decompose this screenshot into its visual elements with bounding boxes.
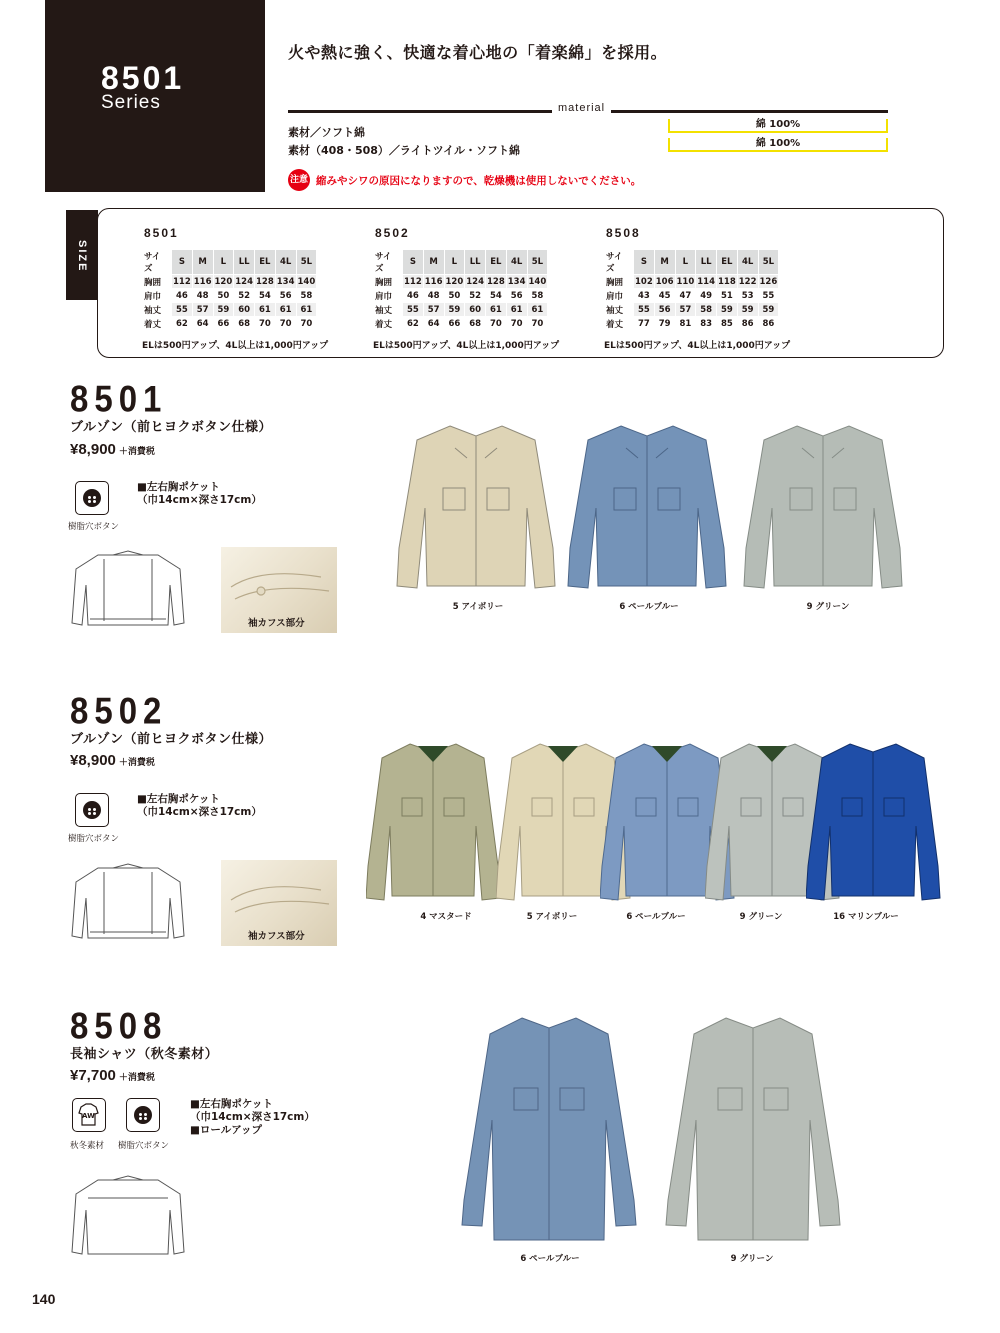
size-cell: 70 bbox=[258, 318, 271, 329]
size-cell: 70 bbox=[489, 318, 502, 329]
size-cell: 140 bbox=[528, 276, 547, 287]
size-header-cell: 5L bbox=[528, 250, 548, 274]
size-cell: 57 bbox=[193, 303, 213, 316]
size-row-label: 肩巾 bbox=[144, 291, 162, 302]
size-group-8501 bbox=[142, 226, 328, 351]
size-cell: 62 bbox=[175, 318, 188, 329]
size-model: 8508 bbox=[606, 226, 641, 240]
size-cell: 52 bbox=[238, 290, 251, 301]
size-cell: 114 bbox=[697, 276, 715, 287]
product-price-8508 bbox=[70, 1067, 155, 1084]
size-header-cell: LL bbox=[234, 250, 254, 274]
color-label: 6 ペールブルー bbox=[520, 1254, 580, 1264]
aw-text: AW bbox=[82, 1112, 95, 1120]
size-note: ELは500円アップ、4L以上は1,000円アップ bbox=[373, 341, 560, 351]
size-cell: 45 bbox=[658, 290, 671, 301]
size-cell: 56 bbox=[655, 303, 675, 316]
caution-badge: 注意 bbox=[288, 169, 310, 191]
size-row-label: 袖丈 bbox=[375, 305, 393, 316]
size-cell: 116 bbox=[193, 276, 212, 287]
size-cell: 58 bbox=[696, 303, 716, 316]
size-cell: 46 bbox=[406, 290, 419, 301]
size-cell: 55 bbox=[172, 303, 192, 316]
size-cell: 55 bbox=[403, 303, 423, 316]
autumn-winter-icon bbox=[72, 1098, 106, 1132]
size-cell: 56 bbox=[279, 290, 292, 301]
size-cell: 61 bbox=[297, 303, 317, 316]
size-row-label: 袖丈 bbox=[606, 305, 624, 316]
size-cell: 86 bbox=[762, 318, 775, 329]
size-cell: 106 bbox=[655, 276, 674, 287]
feature-line: ■ロールアップ bbox=[190, 1124, 262, 1136]
jacket-green-8501 bbox=[742, 418, 904, 593]
feature-line: （巾14cm×深さ17cm） bbox=[137, 806, 262, 818]
size-cell: 110 bbox=[676, 276, 695, 287]
size-cell: 85 bbox=[720, 318, 733, 329]
size-header-cell: サイズ bbox=[606, 252, 623, 274]
material-value-2: 綿 100% bbox=[668, 138, 888, 152]
size-cell: 59 bbox=[214, 303, 234, 316]
jacket-paleblue-8501 bbox=[566, 418, 728, 593]
size-cell: 124 bbox=[466, 276, 484, 287]
size-cell: 68 bbox=[469, 318, 482, 329]
color-label: 5 アイボリー bbox=[452, 602, 504, 612]
product-price-8502 bbox=[70, 752, 155, 769]
size-header-cell: L bbox=[445, 250, 465, 274]
size-cell: 60 bbox=[465, 303, 485, 316]
size-header-cell: L bbox=[676, 250, 696, 274]
size-cell: 48 bbox=[196, 290, 209, 301]
size-cell: 55 bbox=[634, 303, 654, 316]
size-header-cell: 4L bbox=[738, 250, 758, 274]
material-row-1: 素材／ソフト綿 bbox=[288, 126, 365, 139]
size-group-8502 bbox=[373, 226, 559, 351]
size-cell: 62 bbox=[406, 318, 419, 329]
size-cell: 59 bbox=[445, 303, 465, 316]
feature-line: （巾14cm×深さ17cm） bbox=[137, 494, 262, 506]
series-word: Series bbox=[101, 92, 161, 113]
size-model: 8502 bbox=[375, 226, 410, 240]
size-cell: 43 bbox=[637, 290, 650, 301]
size-cell: 112 bbox=[404, 276, 422, 287]
price-tax: ＋消費税 bbox=[118, 1072, 155, 1082]
size-table bbox=[604, 249, 779, 331]
size-group-8508 bbox=[604, 226, 790, 351]
size-row-label: 胸囲 bbox=[144, 277, 162, 288]
product-name-8502: ブルゾン（前ヒヨクボタン仕様） bbox=[70, 732, 272, 747]
size-cell: 59 bbox=[717, 303, 737, 316]
size-cell: 102 bbox=[635, 276, 653, 287]
size-cell: 134 bbox=[276, 276, 295, 287]
color-label: 5 アイボリー bbox=[526, 912, 578, 922]
size-row-label: 袖丈 bbox=[144, 305, 162, 316]
size-cell: 120 bbox=[214, 276, 233, 287]
size-cell: 61 bbox=[276, 303, 296, 316]
price-value: ¥7,700 bbox=[70, 1067, 116, 1084]
size-cell: 46 bbox=[175, 290, 188, 301]
size-cell: 54 bbox=[258, 290, 271, 301]
resin-button-icon bbox=[126, 1098, 160, 1132]
color-label: 9 グリーン bbox=[730, 1254, 774, 1264]
size-cell: 60 bbox=[234, 303, 254, 316]
size-row-label: 胸囲 bbox=[375, 277, 393, 288]
size-cell: 51 bbox=[720, 290, 733, 301]
size-cell: 83 bbox=[700, 318, 713, 329]
size-cell: 61 bbox=[486, 303, 506, 316]
size-cell: 61 bbox=[507, 303, 527, 316]
size-header-cell: 4L bbox=[276, 250, 296, 274]
size-cell: 118 bbox=[718, 276, 736, 287]
size-row-label: 着丈 bbox=[375, 319, 393, 330]
cuff-caption-8501: 袖カフス部分 bbox=[248, 618, 305, 629]
series-block bbox=[45, 0, 265, 192]
size-cell: 47 bbox=[679, 290, 692, 301]
size-cell: 86 bbox=[741, 318, 754, 329]
price-tax: ＋消費税 bbox=[118, 446, 155, 456]
features-8502 bbox=[137, 793, 262, 819]
feature-line: ■左右胸ポケット bbox=[137, 481, 220, 493]
size-cell: 124 bbox=[235, 276, 253, 287]
caution-text: 縮みやシワの原因になりますので、乾燥機は使用しないでください。 bbox=[316, 175, 642, 187]
price-value: ¥8,900 bbox=[70, 752, 116, 769]
color-label: 6 ペールブルー bbox=[626, 912, 686, 922]
features-8501 bbox=[137, 481, 262, 507]
size-header-cell: M bbox=[424, 250, 444, 274]
product-name-8501: ブルゾン（前ヒヨクボタン仕様） bbox=[70, 420, 272, 435]
series-number: 8501 bbox=[101, 60, 185, 96]
size-cell: 56 bbox=[510, 290, 523, 301]
resin-button-caption: 樹脂穴ボタン bbox=[68, 834, 120, 844]
material-label: material bbox=[552, 102, 611, 114]
size-cell: 58 bbox=[300, 290, 313, 301]
size-header-cell: M bbox=[193, 250, 213, 274]
color-label: 6 ペールブルー bbox=[619, 602, 679, 612]
product-name-8508: 長袖シャツ（秋冬素材） bbox=[70, 1047, 219, 1062]
size-cell: 70 bbox=[300, 318, 313, 329]
size-header-cell: EL bbox=[486, 250, 506, 274]
size-cell: 112 bbox=[173, 276, 191, 287]
jacket-mustard-8502 bbox=[366, 736, 501, 906]
size-model: 8501 bbox=[144, 226, 179, 240]
size-row-label: 着丈 bbox=[606, 319, 624, 330]
size-cell: 55 bbox=[762, 290, 775, 301]
size-cell: 54 bbox=[489, 290, 502, 301]
jacket-ivory-8501 bbox=[395, 418, 557, 593]
color-label: 4 マスタード bbox=[420, 912, 472, 922]
back-sketch-8502 bbox=[68, 858, 188, 948]
size-cell: 57 bbox=[424, 303, 444, 316]
size-header-cell: L bbox=[214, 250, 234, 274]
size-cell: 50 bbox=[448, 290, 461, 301]
product-code-8508: 8508 bbox=[70, 1005, 168, 1047]
color-label: 16 マリンブルー bbox=[833, 912, 899, 922]
feature-line: （巾14cm×深さ17cm） bbox=[190, 1111, 315, 1123]
size-row-label: 肩巾 bbox=[375, 291, 393, 302]
size-tab bbox=[66, 210, 98, 300]
shirt-green-8508 bbox=[662, 1010, 844, 1245]
size-cell: 77 bbox=[637, 318, 650, 329]
color-label: 9 グリーン bbox=[806, 602, 850, 612]
product-code-8502: 8502 bbox=[70, 690, 168, 732]
size-cell: 48 bbox=[427, 290, 440, 301]
size-header-cell: LL bbox=[696, 250, 716, 274]
size-header-cell: S bbox=[403, 250, 423, 274]
size-cell: 64 bbox=[427, 318, 440, 329]
size-cell: 64 bbox=[196, 318, 209, 329]
size-cell: 61 bbox=[528, 303, 548, 316]
size-cell: 122 bbox=[738, 276, 757, 287]
size-header-cell: LL bbox=[465, 250, 485, 274]
size-cell: 66 bbox=[217, 318, 230, 329]
size-cell: 59 bbox=[759, 303, 779, 316]
size-note: ELは500円アップ、4L以上は1,000円アップ bbox=[142, 341, 329, 351]
size-cell: 128 bbox=[487, 276, 505, 287]
size-table bbox=[373, 249, 548, 331]
size-cell: 53 bbox=[741, 290, 754, 301]
resin-button-caption: 樹脂穴ボタン bbox=[68, 522, 120, 532]
size-cell: 50 bbox=[217, 290, 230, 301]
size-header-cell: S bbox=[172, 250, 192, 274]
resin-button-icon bbox=[75, 793, 109, 827]
size-cell: 70 bbox=[279, 318, 292, 329]
size-row-label: 肩巾 bbox=[606, 291, 624, 302]
size-cell: 134 bbox=[507, 276, 526, 287]
shirt-paleblue-8508 bbox=[458, 1010, 640, 1245]
features-8508 bbox=[190, 1098, 315, 1137]
price-value: ¥8,900 bbox=[70, 441, 116, 458]
size-cell: 70 bbox=[510, 318, 523, 329]
size-cell: 128 bbox=[256, 276, 274, 287]
autumn-winter-caption: 秋冬素材 bbox=[70, 1141, 105, 1151]
size-cell: 66 bbox=[448, 318, 461, 329]
price-tax: ＋消費税 bbox=[118, 757, 155, 767]
size-row-label: 着丈 bbox=[144, 319, 162, 330]
size-header-cell: M bbox=[655, 250, 675, 274]
page-number: 140 bbox=[32, 1291, 56, 1307]
size-header-cell: サイズ bbox=[375, 252, 392, 274]
size-table bbox=[142, 249, 317, 331]
cuff-caption-8502: 袖カフス部分 bbox=[248, 931, 305, 942]
size-header-cell: S bbox=[634, 250, 654, 274]
size-cell: 52 bbox=[469, 290, 482, 301]
size-row-label: 胸囲 bbox=[606, 277, 624, 288]
back-sketch-8501 bbox=[68, 545, 188, 635]
resin-button-caption: 樹脂穴ボタン bbox=[118, 1141, 170, 1151]
size-cell: 57 bbox=[676, 303, 696, 316]
size-cell: 61 bbox=[255, 303, 275, 316]
feature-line: ■左右胸ポケット bbox=[190, 1098, 273, 1110]
back-sketch-8508 bbox=[68, 1170, 188, 1260]
size-cell: 70 bbox=[531, 318, 544, 329]
size-cell: 126 bbox=[759, 276, 778, 287]
product-price-8501 bbox=[70, 441, 155, 458]
size-cell: 68 bbox=[238, 318, 251, 329]
size-cell: 81 bbox=[679, 318, 692, 329]
size-cell: 58 bbox=[531, 290, 544, 301]
jacket-marineblue-8502 bbox=[806, 736, 941, 906]
size-note: ELは500円アップ、4L以上は1,000円アップ bbox=[604, 341, 791, 351]
size-header-cell: EL bbox=[717, 250, 737, 274]
size-header-cell: 5L bbox=[759, 250, 779, 274]
size-header-cell: サイズ bbox=[144, 252, 161, 274]
color-label: 9 グリーン bbox=[739, 912, 783, 922]
size-cell: 140 bbox=[297, 276, 316, 287]
material-value-1: 綿 100% bbox=[668, 119, 888, 133]
size-cell: 120 bbox=[445, 276, 464, 287]
feature-line: ■左右胸ポケット bbox=[137, 793, 220, 805]
resin-button-icon bbox=[75, 481, 109, 515]
size-header-cell: EL bbox=[255, 250, 275, 274]
size-header-cell: 4L bbox=[507, 250, 527, 274]
material-row-2: 素材（408・508）／ライトツイル・ソフト綿 bbox=[288, 144, 521, 157]
size-cell: 79 bbox=[658, 318, 671, 329]
product-code-8501: 8501 bbox=[70, 378, 168, 420]
size-cell: 49 bbox=[700, 290, 713, 301]
size-cell: 59 bbox=[738, 303, 758, 316]
size-tab-label: SIZE bbox=[76, 240, 88, 273]
size-header-cell: 5L bbox=[297, 250, 317, 274]
size-cell: 116 bbox=[424, 276, 443, 287]
headline: 火や熱に強く、快適な着心地の「着楽綿」を採用。 bbox=[288, 43, 668, 62]
